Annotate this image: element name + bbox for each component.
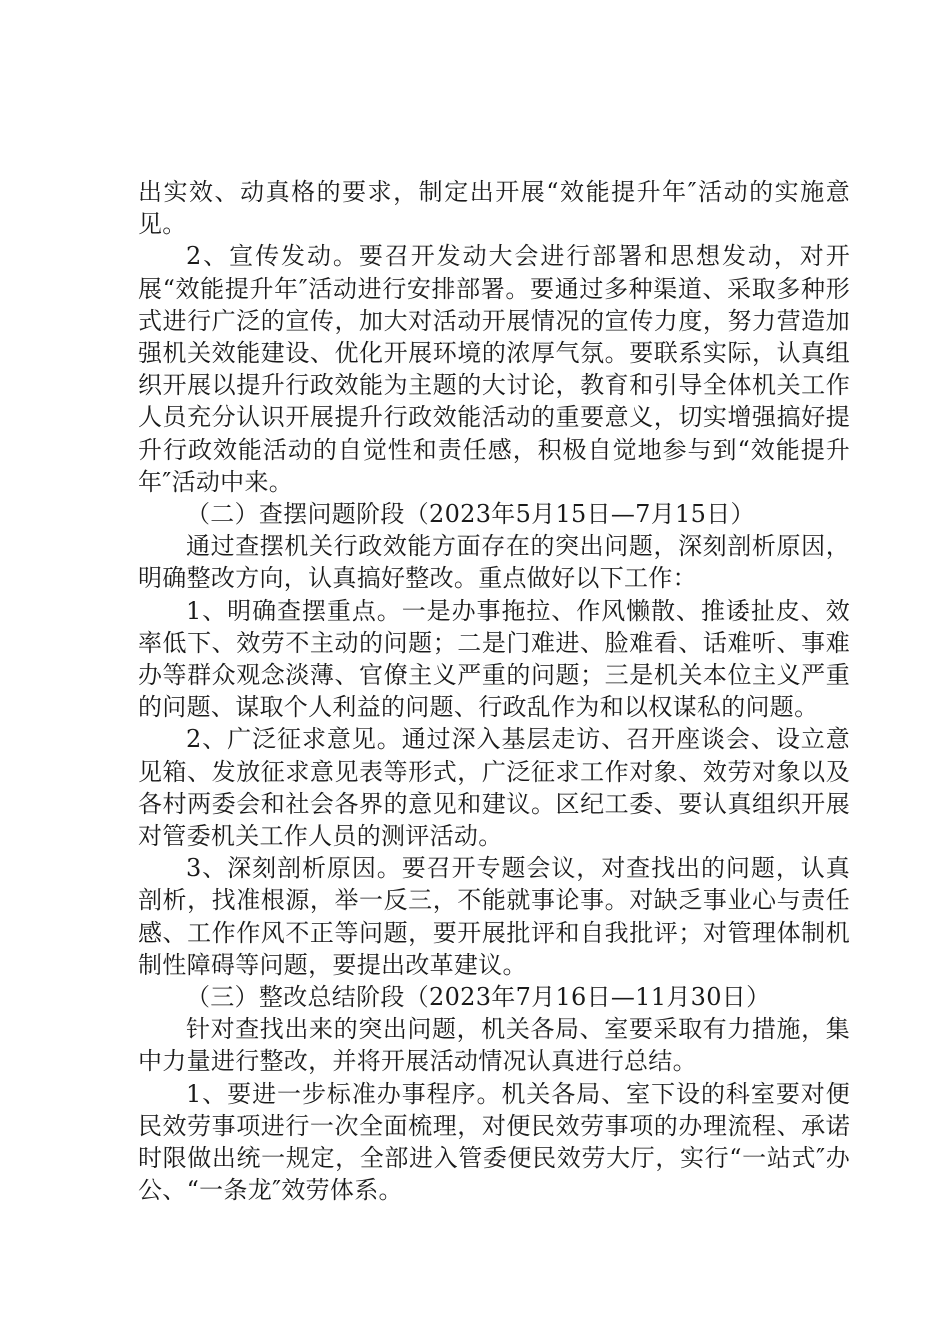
paragraph-problem-finding-intro: 通过查摆机关行政效能方面存在的突出问题，深刻剖析原因，明确整改方向，认真搞好整改。重点做好以下工作： xyxy=(138,532,850,593)
section-heading-rectification-stage: （三）整改总结阶段（2023年7月16日—11月30日） xyxy=(186,983,771,1012)
section-heading-problem-finding-stage: （二）查摆问题阶段（2023年5月15日—7月15日） xyxy=(186,500,755,529)
paragraph-solicit-opinions: 2、广泛征求意见。通过深入基层走访、召开座谈会、设立意见箱、发放征求意见表等形式，广泛征求工作对象、效劳对象以及各村两委会和社会各界的意见和建议。区纪工委、要认真组织开展对管委机关工作人员的测评活动。 xyxy=(138,725,850,851)
paragraph-standardize-procedures: 1、要进一步标准办事程序。机关各局、室下设的科室要对便民效劳事项进行一次全面梳理，对便民效劳事项的办理流程、承诺时限做出统一规定，全部进入管委便民效劳大厅，实行“一站式″办公、“一条龙″效劳体系。 xyxy=(138,1079,850,1205)
paragraph-rectification-intro: 针对查找出来的突出问题，机关各局、室要采取有力措施，集中力量进行整改，并将开展活动情况认真进行总结。 xyxy=(138,1015,850,1076)
paragraph-continuation: 出实效、动真格的要求，制定出开展“效能提升年″活动的实施意见。 xyxy=(138,178,850,239)
paragraph-analyze-causes: 3、深刻剖析原因。要召开专题会议，对查找出的问题，认真剖析，找准根源，举一反三，不能就事论事。对缺乏事业心与责任感、工作作风不正等问题，要开展批评和自我批评；对管理体制机制性障碍等问题，要提出改革建议。 xyxy=(138,854,850,979)
paragraph-publicity-mobilization: 2、宣传发动。要召开发动大会进行部署和思想发动，对开展“效能提升年″活动进行安排部署。要通过多种渠道、采取多种形式进行广泛的宣传，加大对活动开展情况的宣传力度，努力营造加强机关效能建设、优化开展环境的浓厚气氛。要联系实际，认真组织开展以提升行政效能为主题的大讨论，教育和引导全体机关工作人员充分认识开展提升行政效能活动的重要意义，切实增强搞好提升行政效能活动的自觉性和责任感，积极自觉地参与到“效能提升年″活动中来。 xyxy=(138,242,850,496)
paragraph-key-points: 1、明确查摆重点。一是办事拖拉、作风懒散、推诿扯皮、效率低下、效劳不主动的问题；二是门难进、脸难看、话难听、事难办等群众观念淡薄、官僚主义严重的问题；三是机关本位主义严重的问题、谋取个人利益的问题、行政乱作为和以权谋私的问题。 xyxy=(138,596,850,722)
document-body xyxy=(138,176,850,1207)
